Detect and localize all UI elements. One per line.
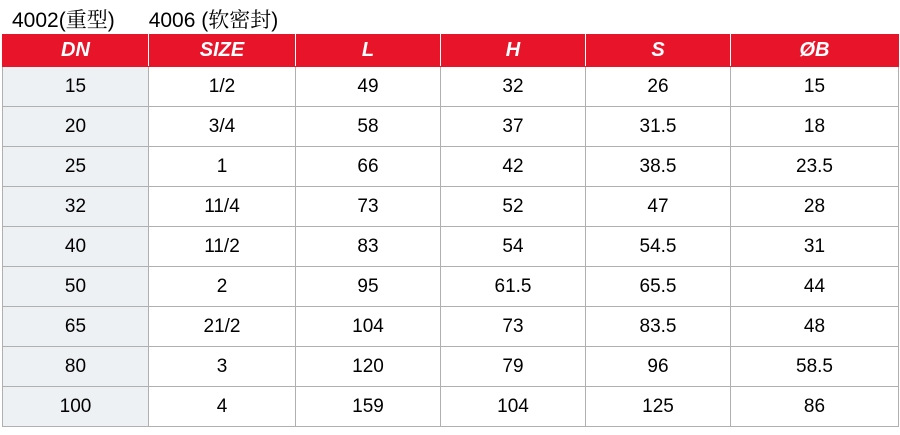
cell-h: 104 xyxy=(441,387,586,427)
cell-dn: 65 xyxy=(3,307,149,347)
cell-l: 49 xyxy=(296,67,441,107)
cell-l: 95 xyxy=(296,267,441,307)
table-row xyxy=(3,187,899,227)
cell-dn: 80 xyxy=(3,347,149,387)
column-header-size: SIZE xyxy=(149,35,296,67)
cell-l: 66 xyxy=(296,147,441,187)
cell-dn: 32 xyxy=(3,187,149,227)
cell-dn: 50 xyxy=(3,267,149,307)
cell-h: 73 xyxy=(441,307,586,347)
cell-dn: 20 xyxy=(3,107,149,147)
column-header-ob: ØB xyxy=(731,35,899,67)
cell-h: 32 xyxy=(441,67,586,107)
cell-size: 3/4 xyxy=(149,107,296,147)
cell-l: 104 xyxy=(296,307,441,347)
cell-l: 73 xyxy=(296,187,441,227)
cell-dn: 15 xyxy=(3,67,149,107)
cell-size: 11/2 xyxy=(149,227,296,267)
table-row xyxy=(3,107,899,147)
cell-ob: 28 xyxy=(731,187,899,227)
column-header-h: H xyxy=(441,35,586,67)
table-row xyxy=(3,347,899,387)
cell-size: 3 xyxy=(149,347,296,387)
cell-size: 1 xyxy=(149,147,296,187)
cell-h: 79 xyxy=(441,347,586,387)
cell-size: 2 xyxy=(149,267,296,307)
cell-h: 54 xyxy=(441,227,586,267)
title-part-two: 4006 (软密封) xyxy=(148,9,279,32)
cell-l: 159 xyxy=(296,387,441,427)
cell-dn: 40 xyxy=(3,227,149,267)
cell-l: 58 xyxy=(296,107,441,147)
cell-s: 96 xyxy=(586,347,731,387)
cell-s: 47 xyxy=(586,187,731,227)
table-row xyxy=(3,147,899,187)
table-row xyxy=(3,387,899,427)
table-row xyxy=(3,67,899,107)
cell-ob: 58.5 xyxy=(731,347,899,387)
cell-ob: 86 xyxy=(731,387,899,427)
cell-h: 42 xyxy=(441,147,586,187)
cell-s: 31.5 xyxy=(586,107,731,147)
table-row xyxy=(3,307,899,347)
cell-s: 38.5 xyxy=(586,147,731,187)
column-header-s: S xyxy=(586,35,731,67)
column-header-l: L xyxy=(296,35,441,67)
cell-s: 54.5 xyxy=(586,227,731,267)
cell-ob: 48 xyxy=(731,307,899,347)
table-body xyxy=(3,67,899,427)
cell-size: 11/4 xyxy=(149,187,296,227)
cell-size: 21/2 xyxy=(149,307,296,347)
cell-l: 120 xyxy=(296,347,441,387)
page-title xyxy=(0,0,900,34)
cell-h: 61.5 xyxy=(441,267,586,307)
cell-l: 83 xyxy=(296,227,441,267)
cell-s: 65.5 xyxy=(586,267,731,307)
table-row xyxy=(3,267,899,307)
cell-ob: 23.5 xyxy=(731,147,899,187)
cell-ob: 44 xyxy=(731,267,899,307)
cell-ob: 31 xyxy=(731,227,899,267)
cell-ob: 18 xyxy=(731,107,899,147)
column-header-dn: DN xyxy=(3,35,149,67)
cell-size: 1/2 xyxy=(149,67,296,107)
title-part-one: 4002(重型) xyxy=(12,9,115,32)
table-row xyxy=(3,227,899,267)
cell-h: 52 xyxy=(441,187,586,227)
table-header-row xyxy=(3,35,899,67)
cell-dn: 100 xyxy=(3,387,149,427)
cell-dn: 25 xyxy=(3,147,149,187)
cell-s: 26 xyxy=(586,67,731,107)
cell-h: 37 xyxy=(441,107,586,147)
cell-ob: 15 xyxy=(731,67,899,107)
cell-s: 125 xyxy=(586,387,731,427)
cell-size: 4 xyxy=(149,387,296,427)
table-header xyxy=(3,35,899,67)
cell-s: 83.5 xyxy=(586,307,731,347)
specification-table xyxy=(2,34,899,427)
